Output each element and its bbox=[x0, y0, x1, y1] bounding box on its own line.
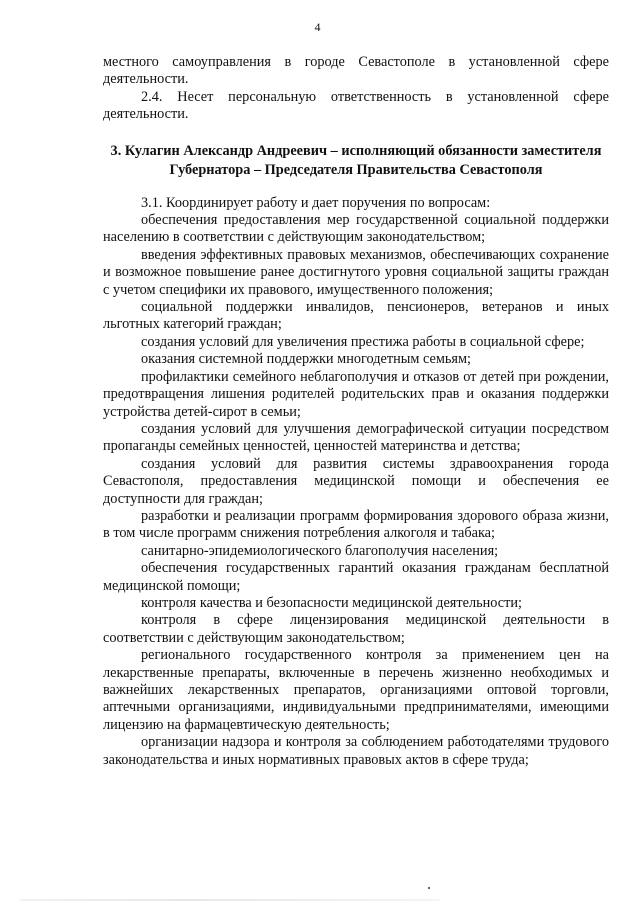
section-intro: 3.1. Координирует работу и дает поручения по вопросам: bbox=[141, 194, 491, 211]
paragraph-2-4: 2.4. Несет персональную ответственность в установленной сфере деятельности. bbox=[103, 88, 609, 123]
list-item: оказания системной поддержки многодетным семьям; bbox=[141, 351, 472, 368]
list-item: социальной поддержки инвалидов, пенсионеров, ветеранов и иных льготных категорий граждан; bbox=[103, 299, 609, 333]
list-item: санитарно-эпидемиологического благополучия населения; bbox=[141, 542, 499, 559]
list-item: создания условий для развития системы здравоохранения города Севастополя, предоставления медицинской помощи и обеспечения ее доступности для граждан; bbox=[103, 455, 609, 507]
list-item: создания условий для увеличения престижа работы в социальной сфере; bbox=[141, 333, 585, 350]
document-body bbox=[103, 54, 609, 769]
list-item: введения эффективных правовых механизмов, обеспечивающих сохранение и возможное повышение ранее достигнутого уровня социальной защиты граждан с учетом специфики их правового, имущественного положения; bbox=[103, 246, 609, 298]
list-item: организации надзора и контроля за соблюдением работодателями трудового законодательства и иных нормативных правовых актов в сфере труда; bbox=[103, 734, 609, 768]
page-number: 4 bbox=[314, 20, 321, 34]
list-item: регионального государственного контроля за применением цен на лекарственные препараты, включенные в перечень жизненно необходимых и важнейших лекарственных препаратов, организациями оптовой торговли, аптечными организациями, индивидуальными предпринимателями, имеющими лицензию на фармацевтическую деятельность; bbox=[103, 647, 609, 733]
scan-dot bbox=[428, 887, 430, 889]
list-item: контроля в сфере лицензирования медицинской деятельности в соответствии с действующим законодательством; bbox=[103, 612, 609, 646]
list-item: профилактики семейного неблагополучия и отказов от детей при рождении, предотвращения лишения родителей родительских прав и оказания поддержки устройства детей-сирот в семьи; bbox=[103, 368, 609, 420]
section-heading: 3. Кулагин Александр Андреевич – исполняющий обязанности заместителя Губернатора – Председателя Правительства Севастополя bbox=[110, 142, 602, 178]
paragraph-continuation: местного самоуправления в городе Севастополе в установленной сфере деятельности. bbox=[103, 54, 609, 88]
list-item: создания условий для улучшения демографической ситуации посредством пропаганды семейных ценностей, ценностей материнства и детства; bbox=[103, 420, 609, 455]
list-item: контроля качества и безопасности медицинской деятельности; bbox=[141, 594, 523, 611]
scan-edge-artifact bbox=[20, 899, 440, 901]
list-item: обеспечения государственных гарантий оказания гражданам бесплатной медицинской помощи; bbox=[103, 560, 609, 594]
list-item: обеспечения предоставления мер государственной социальной поддержки населению в соответствии с действующим законодательством; bbox=[103, 212, 609, 246]
list-item: разработки и реализации программ формирования здорового образа жизни, в том числе программ снижения потребления алкоголя и табака; bbox=[103, 507, 609, 542]
